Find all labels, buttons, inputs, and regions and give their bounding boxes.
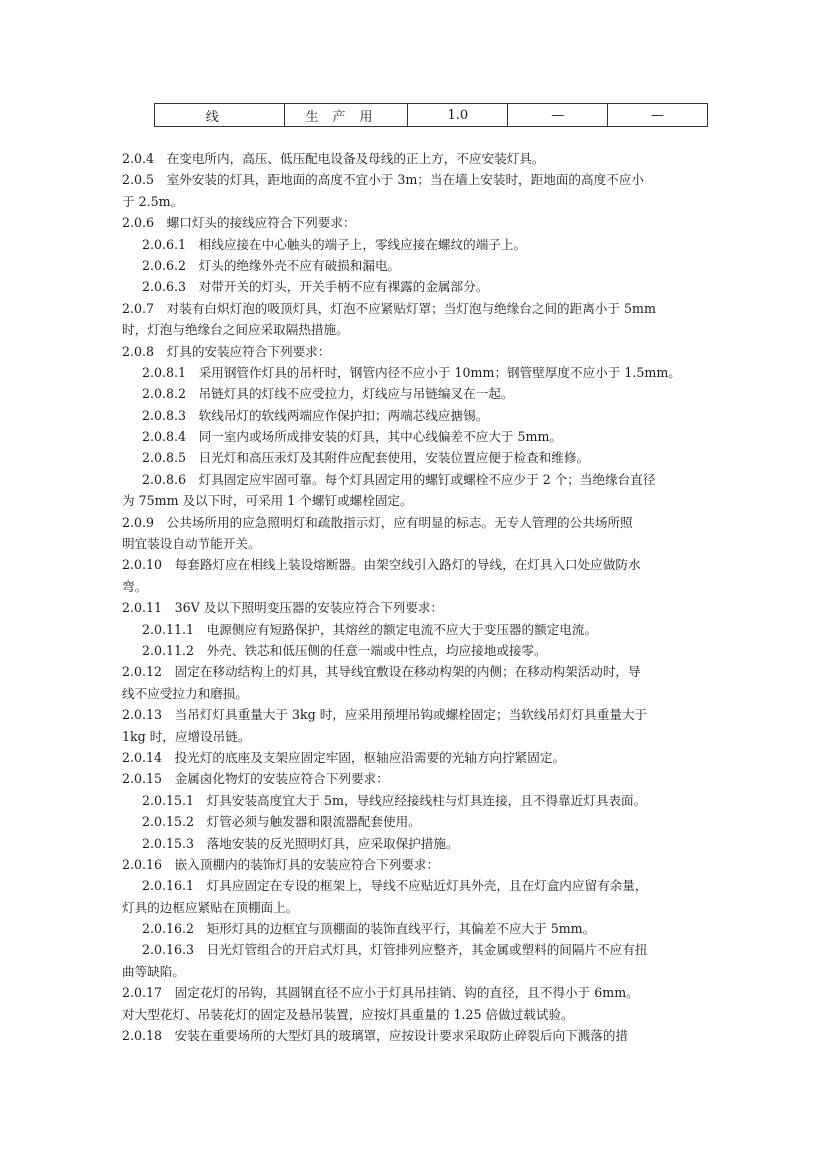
text-line: 弯。: [122, 578, 148, 594]
text-line: 2.0.8.6 灯具固定应牢固可靠。每个灯具固定用的螺钉或螺栓不应少于 2 个；当绝缘台直径: [142, 471, 656, 487]
text-line: 曲等缺陷。: [122, 963, 185, 979]
table-cell: —: [608, 104, 708, 127]
text-line: 为 75mm 及以下时，可采用 1 个螺钉或螺栓固定。: [122, 493, 413, 509]
text-line: 2.0.15 金属卤化物灯的安装应符合下列要求：: [122, 771, 389, 787]
document-body: [122, 148, 712, 1046]
text-line: 2.0.8.2 吊链灯具的灯线不应受拉力，灯线应与吊链编叉在一起。: [142, 386, 514, 402]
text-line: 对大型花灯、吊装花灯的固定及悬吊装置，应按灯具重量的 1.25 倍做过载试验。: [122, 1006, 574, 1022]
text-line: 2.0.11 36V 及以下照明变压器的安装应符合下列要求：: [122, 600, 444, 616]
text-line: 2.0.14 投光灯的底座及支架应固定牢固，枢轴应沿需要的光轴方向拧紧固定。: [122, 749, 566, 765]
text-line: 灯具的边框应紧贴在顶棚面上。: [122, 899, 299, 915]
text-line: 2.0.7 对装有白炽灯泡的吸顶灯具，灯泡不应紧贴灯罩；当灯泡与绝缘台之间的距离小于 5mm: [122, 300, 656, 316]
text-line: 2.0.5 室外安装的灯具，距地面的高度不宜小于 3m；当在墙上安装时，距地面的高度不应小: [122, 172, 644, 188]
text-line: 2.0.9 公共场所用的应急照明灯和疏散指示灯，应有明显的标志。无专人管理的公共场所照: [122, 514, 633, 530]
text-line: 2.0.13 当吊灯灯具重量大于 3kg 时，应采用预埋吊钩或螺栓固定；当软线吊灯灯具重量大于: [122, 707, 648, 723]
text-line: 2.0.8.3 软线吊灯的软线两端应作保护扣；两端芯线应搪锡。: [142, 407, 489, 423]
text-line: 1kg 时，应增设吊链。: [122, 728, 251, 744]
text-line: 2.0.12 固定在移动结构上的灯具，其导线宜敷设在移动构架的内侧；在移动构架活动时，导: [122, 664, 641, 680]
table-cell: 线: [155, 104, 285, 127]
text-line: 2.0.15.2 灯管必须与触发器和限流器配套使用。: [142, 814, 421, 830]
text-line: 2.0.6 螺口灯头的接线应符合下列要求：: [122, 215, 356, 231]
text-line: 2.0.8.4 同一室内或场所成排安装的灯具，其中心线偏差不应大于 5mm。: [142, 429, 562, 445]
text-line: 线不应受拉力和磨损。: [122, 685, 248, 701]
text-line: 2.0.6.2 灯头的绝缘外壳不应有破损和漏电。: [142, 257, 401, 273]
text-line: 2.0.6.1 相线应接在中心触头的端子上，零线应接在螺纹的端子上。: [142, 236, 527, 252]
text-line: 2.0.16 嵌入顶棚内的装饰灯具的安装应符合下列要求：: [122, 856, 440, 872]
text-line: 2.0.15.1 灯具安装高度宜大于 5m，导线应经接线柱与灯具连接，且不得靠近灯具表面。: [142, 792, 647, 808]
spec-table: [154, 103, 708, 127]
text-line: 2.0.10 每套路灯应在相线上装设熔断器。由架空线引入路灯的导线，在灯具入口处应做防水: [122, 557, 641, 573]
text-line: 2.0.18 安装在重要场所的大型灯具的玻璃罩，应按设计要求采取防止碎裂后向下溅落的措: [122, 1028, 629, 1044]
table-cell: 生产用: [284, 104, 408, 127]
text-line: 明宜装设自动节能开关。: [122, 536, 261, 552]
text-line: 2.0.16.2 矩形灯具的边框宜与顶棚面的装饰直线平行，其偏差不应大于 5mm。: [142, 921, 596, 937]
text-line: 2.0.8 灯具的安装应符合下列要求：: [122, 343, 331, 359]
text-line: 2.0.8.1 采用钢管作灯具的吊杆时，钢管内径不应小于 10mm；钢管壁厚度不应小于 1.5mm。: [142, 364, 681, 380]
text-line: 2.0.17 固定花灯的吊钩，其圆钢直径不应小于灯具吊挂销、钩的直径，且不得小于 6mm。: [122, 985, 639, 1001]
table-cell: —: [508, 104, 608, 127]
text-line: 于 2.5m。: [122, 193, 184, 209]
text-line: 2.0.15.3 落地安装的反光照明灯具，应采取保护措施。: [142, 835, 459, 851]
text-line: 2.0.11.1 电源侧应有短路保护，其熔丝的额定电流不应大于变压器的额定电流。: [142, 621, 598, 637]
text-line: 2.0.16.1 灯具应固定在专设的框架上，导线不应贴近灯具外壳，且在灯盒内应留有余量，: [142, 878, 648, 894]
text-line: 2.0.16.3 日光灯管组合的开启式灯具，灯管排列应整齐，其金属或塑料的间隔片不应有扭: [142, 942, 648, 958]
text-line: 2.0.4 在变电所内，高压、低压配电设备及母线的正上方，不应安装灯具。: [122, 151, 545, 166]
text-line: 时，灯泡与绝缘台之间应采取隔热措施。: [122, 322, 349, 338]
table-row: [155, 104, 708, 127]
text-line: 2.0.6.3 对带开关的灯头，开关手柄不应有裸露的金属部分。: [142, 279, 489, 295]
table-cell: 1.0: [408, 104, 508, 127]
text-line: 2.0.11.2 外壳、铁芯和低压侧的任意一端或中性点，均应接地或接零。: [142, 642, 547, 658]
text-line: 2.0.8.5 日光灯和高压汞灯及其附件应配套使用，安装位置应便于检查和维修。: [142, 450, 590, 466]
